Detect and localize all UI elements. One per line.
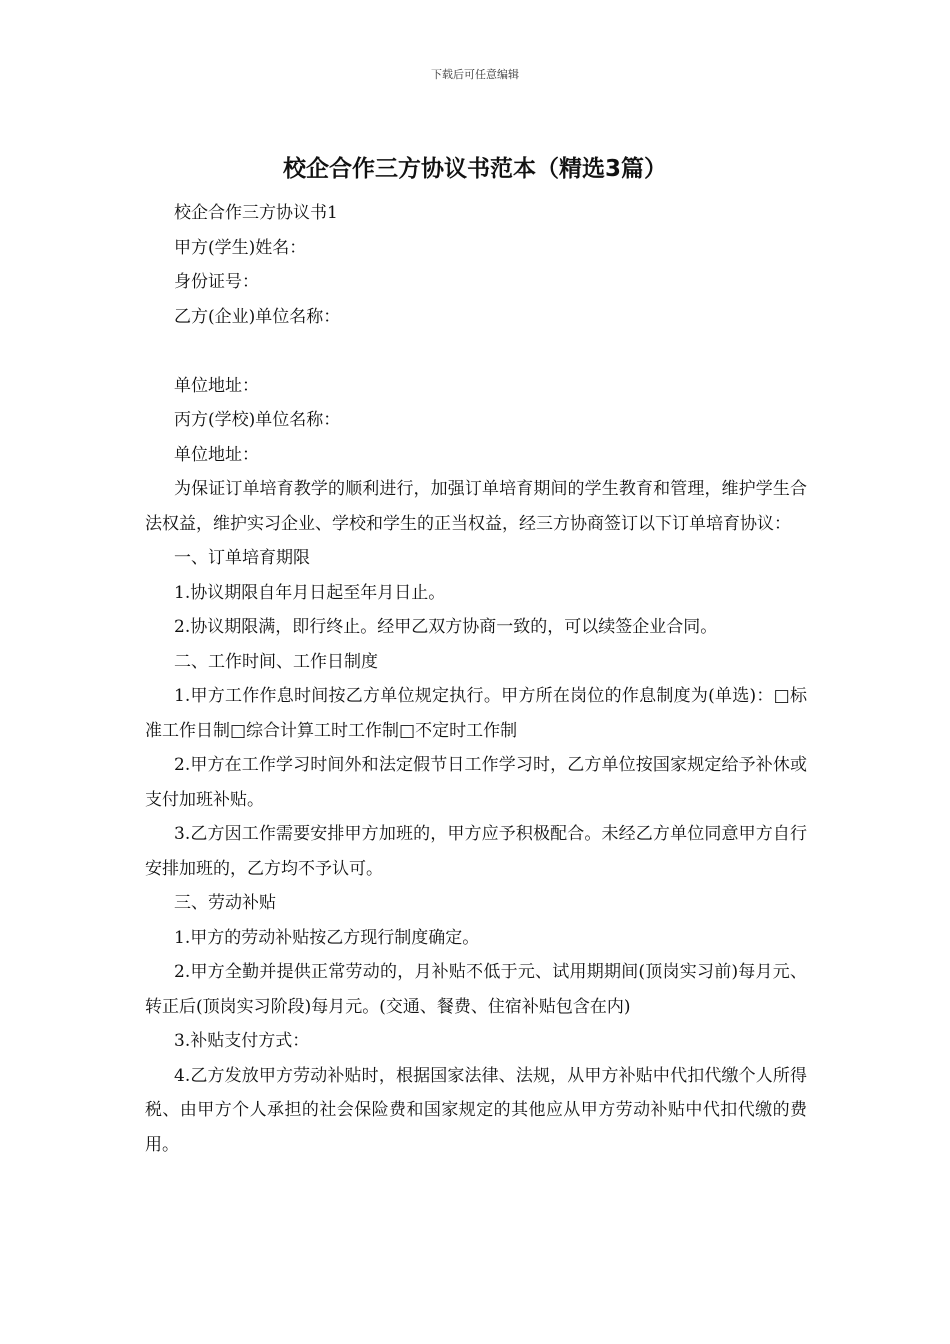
section-heading-term: 一、订单培育期限 <box>174 548 310 568</box>
party-c-name-field: 丙方(学校)单位名称： <box>174 410 341 430</box>
clause-1-2: 2.协议期限满，即行终止。经甲乙双方协商一致的，可以续签企业合同。 <box>174 617 718 637</box>
clause-2-3: 3.乙方因工作需要安排甲方加班的，甲方应予积极配合。未经乙方单位同意甲方自行安排加班的，乙方均不予认可。 <box>145 824 807 879</box>
clause-1-1: 1.协议期限自年月日起至年月日止。 <box>174 582 446 603</box>
party-c-address-field: 单位地址： <box>174 444 259 465</box>
document-body <box>145 196 807 1162</box>
clause-3-3: 3.补贴支付方式： <box>174 1031 310 1051</box>
clause-3-2: 2.甲方全勤并提供正常劳动的，月补贴不低于元、试用期期间(顶岗实习前)每月元、转正后(顶岗实习阶段)每月元。(交通、餐费、住宿补贴包含在内) <box>145 962 807 1017</box>
document-title: 校企合作三方协议书范本（精选3篇） <box>282 156 667 182</box>
section-heading-work-time: 二、工作时间、工作日制度 <box>174 651 378 672</box>
party-a-name-field: 甲方(学生)姓名： <box>174 237 307 258</box>
section-heading-allowance: 三、劳动补贴 <box>174 893 276 913</box>
party-b-address-field: 单位地址： <box>174 375 259 396</box>
clause-2-1: 1.甲方工作作息时间按乙方单位规定执行。甲方所在岗位的作息制度为(单选)：□标准工作日制□综合计算工时工作制□不定时工作制 <box>145 686 807 741</box>
header-note: 下载后可任意编辑 <box>431 68 519 81</box>
agreement-heading: 校企合作三方协议书1 <box>174 203 338 223</box>
blank-line <box>145 334 807 369</box>
clause-3-4: 4.乙方发放甲方劳动补贴时，根据国家法律、法规，从甲方补贴中代扣代缴个人所得税、由甲方个人承担的社会保险费和国家规定的其他应从甲方劳动补贴中代扣代缴的费用。 <box>145 1065 807 1155</box>
clause-2-2: 2.甲方在工作学习时间外和法定假节日工作学习时，乙方单位按国家规定给予补休或支付加班补贴。 <box>145 755 807 810</box>
party-a-id-field: 身份证号： <box>174 272 259 292</box>
party-b-name-field: 乙方(企业)单位名称： <box>174 306 341 327</box>
clause-3-1: 1.甲方的劳动补贴按乙方现行制度确定。 <box>174 927 480 948</box>
preamble-paragraph: 为保证订单培育教学的顺利进行，加强订单培育期间的学生教育和管理，维护学生合法权益，维护实习企业、学校和学生的正当权益，经三方协商签订以下订单培育协议： <box>145 479 807 534</box>
